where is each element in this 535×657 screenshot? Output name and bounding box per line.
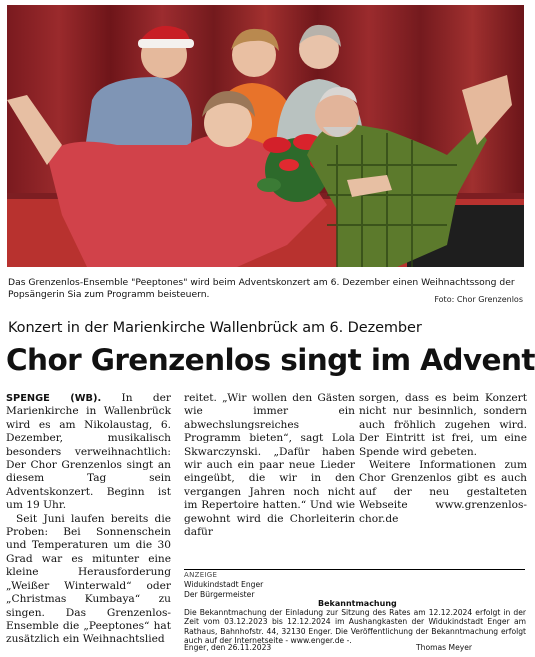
article-paragraph bbox=[6, 392, 171, 513]
article-paragraph: Weitere Informationen zum Chor Grenzenlos gibt es auch auf der neu gestalteten Webseite www.grenzenlos-chor.de bbox=[359, 459, 527, 525]
ad-org-line: Der Bürgermeister bbox=[184, 589, 255, 599]
ad-org-line: Widukindstadt Enger bbox=[184, 580, 264, 589]
ad-body: Die Bekanntmachung der Einladung zur Sitzung des Rates am 12.12.2024 erfolgt in der Zeit vom 03.12.2023 bis 12.12.2024 im Aushangkasten der Widukindstadt Enger am Rathaus, Bahnhofstr. 44, 32130 Enger. Die Veröffentlichung der Bekanntmachung erfolgt auch auf der Internetseite - www.enger.de -. bbox=[184, 608, 526, 645]
article-paragraph: sorgen, dass es beim Konzert nicht nur besinnlich, sondern auch fröhlich zugehen wird. Der Eintritt ist frei, um eine Spende wird gebeten. bbox=[359, 392, 527, 458]
choir-photo bbox=[7, 5, 524, 267]
ad-label: ANZEIGE bbox=[184, 571, 218, 579]
ad-footer-date: Enger, den 26.11.2023 bbox=[184, 643, 272, 652]
ad-organization bbox=[184, 580, 263, 599]
article-kicker: Konzert in der Marienkirche Wallenbrück am 6. Dezember bbox=[8, 320, 422, 336]
photo-caption: Das Grenzenlos-Ensemble "Peeptones" wird beim Adventskonzert am 6. Dezember einen Weihnachtssong der Popsängerin Sia zum Programm beisteuern. bbox=[8, 277, 515, 300]
article-text: In der Marienkirche in Wallenbrück wird es am Nikolaustag, 6. Dezember, musikalisch besonders verweihnachtlich: Der Chor Grenzenlos singt an diesem Tag sein Adventskonzert. Beginn ist um 19 Uhr. bbox=[6, 392, 171, 512]
article-dateline: SPENGE (WB). bbox=[6, 393, 102, 404]
ad-footer bbox=[184, 643, 525, 653]
article-column-1 bbox=[6, 392, 171, 647]
ad-title: Bekanntmachung bbox=[318, 599, 397, 608]
article-paragraph: Seit Juni laufen bereits die Proben: Bei Sonnenschein und Temperaturen um die 30 Grad war es mitunter eine kleine Herausforderung „Weißer Winterwald“ oder „Christmas Kumbaya“ zu singen. Das Grenzenlos-Ensemble die „Peeptones“ hat zusätzlich ein Weihnachtslied bbox=[6, 512, 171, 646]
article-headline: Chor Grenzenlos singt im Advent bbox=[6, 343, 535, 377]
ad-footer-signature: Thomas Meyer bbox=[416, 643, 473, 652]
article-column-2 bbox=[184, 392, 355, 539]
photo-credit: Foto: Chor Grenzenlos bbox=[434, 295, 523, 304]
article-paragraph: reitet. „Wir wollen den Gästen wie immer ein abwechslungsreiches Programm bieten“, sagt Lola Skwarczynski. „Dafür haben wir auch ein paar neue Lieder eingeübt, die wir in den vergangen Jahren noch nicht im Repertoire hatten.“ Und wie gewohnt wird die Chorleiterin dafür bbox=[184, 392, 355, 539]
ad-divider bbox=[184, 569, 525, 570]
article-column-3 bbox=[359, 392, 527, 526]
